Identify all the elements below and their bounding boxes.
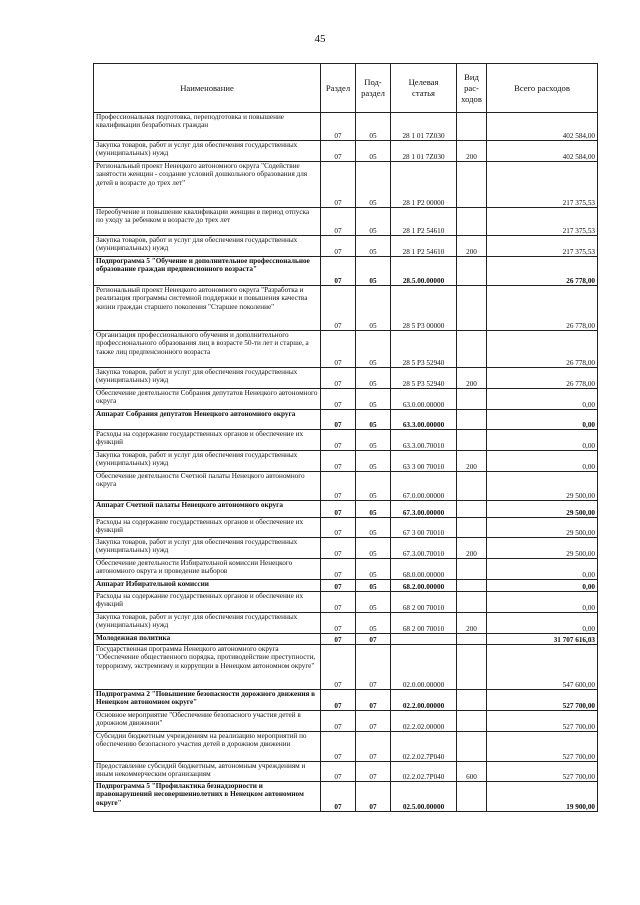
cell-target: 28 1 P2 54610: [391, 208, 457, 236]
cell-total: 547 600,00: [487, 645, 598, 690]
table-row: [94, 113, 598, 141]
cell-section: 07: [321, 501, 356, 518]
cell-total: 527 700,00: [487, 690, 598, 711]
cell-subsection: 05: [356, 472, 391, 501]
cell-expense-type: [457, 257, 487, 286]
cell-expense-type: [457, 501, 487, 518]
cell-section: 07: [321, 592, 356, 613]
cell-expense-type: 200: [457, 451, 487, 472]
cell-total: 0,00: [487, 559, 598, 580]
cell-expense-type: 200: [457, 141, 487, 162]
cell-total: 0,00: [487, 389, 598, 410]
cell-total: 217 375,53: [487, 162, 598, 208]
cell-target: 67.0.00.00000: [391, 472, 457, 501]
cell-section: 07: [321, 236, 356, 257]
header-expense-type: Вид рас- ходов: [457, 64, 487, 113]
cell-target: [391, 634, 457, 645]
table-row: [94, 762, 598, 782]
cell-total: 0,00: [487, 430, 598, 451]
cell-name: Обеспечение деятельности Собрания депутатов Ненецкого автономного округа: [94, 389, 321, 410]
cell-expense-type: 200: [457, 236, 487, 257]
cell-total: 0,00: [487, 613, 598, 634]
cell-section: 07: [321, 113, 356, 141]
header-target: Целевая статья: [391, 64, 457, 113]
cell-section: 07: [321, 634, 356, 645]
cell-section: 07: [321, 162, 356, 208]
cell-expense-type: 600: [457, 762, 487, 782]
cell-subsection: 07: [356, 732, 391, 762]
cell-name: Переобучение и повышение квалификации женщин в период отпуска по уходу за ребенком в возрасте до трех лет: [94, 208, 321, 236]
cell-expense-type: [457, 162, 487, 208]
header-section: Раздел: [321, 64, 356, 113]
cell-expense-type: 200: [457, 613, 487, 634]
table-row: [94, 141, 598, 162]
cell-name: Обеспечение деятельности Избирательной комиссии Ненецкого автономного округа и проведение выборов: [94, 559, 321, 580]
cell-target: 28.5.00.00000: [391, 257, 457, 286]
cell-section: 07: [321, 580, 356, 592]
cell-expense-type: [457, 711, 487, 732]
cell-target: 02.2.02.00000: [391, 711, 457, 732]
cell-section: 07: [321, 538, 356, 559]
cell-section: 07: [321, 732, 356, 762]
cell-target: 63.3.00.00000: [391, 410, 457, 430]
table-row: [94, 732, 598, 762]
cell-subsection: 05: [356, 162, 391, 208]
cell-target: 63.0.00.00000: [391, 389, 457, 410]
cell-expense-type: [457, 430, 487, 451]
cell-name: Закупка товаров, работ и услуг для обеспечения государственных (муниципальных) нужд: [94, 613, 321, 634]
cell-target: 68.0.00.00000: [391, 559, 457, 580]
table-body: [94, 113, 598, 812]
cell-target: 68.2.00.00000: [391, 580, 457, 592]
cell-target: 28 1 01 7Z030: [391, 141, 457, 162]
cell-subsection: 05: [356, 331, 391, 368]
cell-name: Закупка товаров, работ и услуг для обеспечения государственных (муниципальных) нужд: [94, 141, 321, 162]
table-row: [94, 580, 598, 592]
cell-target: 28 5 P3 52940: [391, 331, 457, 368]
cell-section: 07: [321, 451, 356, 472]
cell-subsection: 05: [356, 538, 391, 559]
cell-expense-type: 200: [457, 368, 487, 389]
table-row: [94, 410, 598, 430]
cell-subsection: 05: [356, 236, 391, 257]
cell-section: 07: [321, 141, 356, 162]
cell-subsection: 05: [356, 451, 391, 472]
cell-expense-type: [457, 286, 487, 331]
cell-section: 07: [321, 645, 356, 690]
cell-name: Основное мероприятие "Обеспечение безопасного участия детей в дорожном движении": [94, 711, 321, 732]
cell-target: 28 5 P3 00000: [391, 286, 457, 331]
cell-name: Профессиональная подготовка, переподготовка и повышение квалификации безработных граждан: [94, 113, 321, 141]
table-row: [94, 368, 598, 389]
cell-total: 527 700,00: [487, 711, 598, 732]
cell-expense-type: [457, 208, 487, 236]
cell-subsection: 05: [356, 580, 391, 592]
table-row: [94, 162, 598, 208]
cell-target: 28 1 P2 00000: [391, 162, 457, 208]
table-row: [94, 430, 598, 451]
cell-section: 07: [321, 368, 356, 389]
cell-total: 0,00: [487, 410, 598, 430]
cell-section: 07: [321, 782, 356, 812]
table-row: [94, 472, 598, 501]
header-subsection: Под- раздел: [356, 64, 391, 113]
cell-name: Государственная программа Ненецкого автономного округа "Обеспечение общественного порядка, противодействие преступности, терроризму, экстремизму и коррупции в Ненецком автономном округе": [94, 645, 321, 690]
table-row: [94, 613, 598, 634]
cell-section: 07: [321, 690, 356, 711]
cell-subsection: 05: [356, 559, 391, 580]
cell-target: 63.3.00.70010: [391, 430, 457, 451]
cell-total: 0,00: [487, 592, 598, 613]
cell-total: 29 500,00: [487, 538, 598, 559]
cell-expense-type: [457, 580, 487, 592]
cell-section: 07: [321, 257, 356, 286]
cell-total: 527 700,00: [487, 732, 598, 762]
budget-table: [93, 63, 598, 812]
cell-total: 217 375,53: [487, 208, 598, 236]
cell-name: Подпрограмма 2 "Повышение безопасности дорожного движения в Ненецком автономном округе": [94, 690, 321, 711]
table-row: [94, 634, 598, 645]
cell-expense-type: [457, 634, 487, 645]
cell-subsection: 05: [356, 113, 391, 141]
cell-target: 63 3 00 70010: [391, 451, 457, 472]
cell-target: 28 1 01 7Z030: [391, 113, 457, 141]
cell-expense-type: [457, 518, 487, 538]
cell-target: 67.3.00.00000: [391, 501, 457, 518]
cell-name: Закупка товаров, работ и услуг для обеспечения государственных (муниципальных) нужд: [94, 451, 321, 472]
cell-name: Подпрограмма 5 "Профилактика безнадзорности и правонарушений несовершеннолетних в Ненецком автономном округе": [94, 782, 321, 812]
cell-subsection: 05: [356, 368, 391, 389]
table-row: [94, 451, 598, 472]
table-row: [94, 286, 598, 331]
cell-name: Региональный проект Ненецкого автономного округа "Разработка и реализация программы системной поддержки и повышения качества жизни граждан старшего поколения "Старшее поколение": [94, 286, 321, 331]
cell-section: 07: [321, 208, 356, 236]
cell-total: 29 500,00: [487, 472, 598, 501]
cell-name: Закупка товаров, работ и услуг для обеспечения государственных (муниципальных) нужд: [94, 236, 321, 257]
cell-total: 29 500,00: [487, 501, 598, 518]
table-row: [94, 645, 598, 690]
cell-section: 07: [321, 410, 356, 430]
cell-name: Расходы на содержание государственных органов и обеспечение их функций: [94, 430, 321, 451]
cell-subsection: 05: [356, 430, 391, 451]
table-row: [94, 236, 598, 257]
cell-name: Предоставление субсидий бюджетным, автономным учреждениям и иным некоммерческим организациям: [94, 762, 321, 782]
cell-name: Закупка товаров, работ и услуг для обеспечения государственных (муниципальных) нужд: [94, 538, 321, 559]
cell-name: Расходы на содержание государственных органов и обеспечение их функций: [94, 518, 321, 538]
cell-expense-type: [457, 645, 487, 690]
cell-section: 07: [321, 389, 356, 410]
cell-subsection: 05: [356, 257, 391, 286]
cell-target: 28 5 P3 52940: [391, 368, 457, 389]
cell-target: 67 3 00 70010: [391, 518, 457, 538]
cell-total: 0,00: [487, 580, 598, 592]
cell-total: 26 778,00: [487, 257, 598, 286]
cell-name: Аппарат Собрания депутатов Ненецкого автономного округа: [94, 410, 321, 430]
cell-section: 07: [321, 286, 356, 331]
table-row: [94, 592, 598, 613]
cell-name: Закупка товаров, работ и услуг для обеспечения государственных (муниципальных) нужд: [94, 368, 321, 389]
cell-expense-type: [457, 331, 487, 368]
cell-expense-type: [457, 113, 487, 141]
cell-total: 26 778,00: [487, 368, 598, 389]
cell-target: 02.2.02.7Р040: [391, 732, 457, 762]
cell-subsection: 05: [356, 208, 391, 236]
page-number: 45: [314, 33, 326, 45]
cell-section: 07: [321, 762, 356, 782]
cell-subsection: 05: [356, 592, 391, 613]
cell-subsection: 07: [356, 690, 391, 711]
cell-subsection: 07: [356, 762, 391, 782]
cell-expense-type: [457, 690, 487, 711]
table-row: [94, 518, 598, 538]
cell-name: Расходы на содержание государственных органов и обеспечение их функций: [94, 592, 321, 613]
cell-name: Аппарат Избирательной комиссии: [94, 580, 321, 592]
cell-expense-type: [457, 732, 487, 762]
cell-total: 31 707 616,03: [487, 634, 598, 645]
cell-subsection: 05: [356, 501, 391, 518]
cell-section: 07: [321, 559, 356, 580]
cell-name: Молодежная политика: [94, 634, 321, 645]
cell-subsection: 07: [356, 645, 391, 690]
header-name: Наименование: [94, 64, 321, 113]
cell-subsection: 05: [356, 410, 391, 430]
table-row: [94, 538, 598, 559]
table-row: [94, 208, 598, 236]
table-row: [94, 389, 598, 410]
cell-target: 28 1 P2 54610: [391, 236, 457, 257]
cell-expense-type: [457, 782, 487, 812]
header-total: Всего расходов: [487, 64, 598, 113]
cell-target: 67.3.00.70010: [391, 538, 457, 559]
cell-target: 68 2 00 70010: [391, 592, 457, 613]
table-row: [94, 711, 598, 732]
cell-expense-type: [457, 559, 487, 580]
table-header: [94, 64, 598, 113]
table-row: [94, 501, 598, 518]
cell-name: Региональный проект Ненецкого автономного округа "Содействие занятости женщин - создание условий дошкольного образования для детей в возрасте до трех лет": [94, 162, 321, 208]
cell-total: 29 500,00: [487, 518, 598, 538]
cell-target: 68 2 00 70010: [391, 613, 457, 634]
cell-name: Обеспечение деятельности Счетной палаты Ненецкого автономного округа: [94, 472, 321, 501]
table-row: [94, 331, 598, 368]
cell-total: 26 778,00: [487, 286, 598, 331]
cell-total: 0,00: [487, 451, 598, 472]
cell-section: 07: [321, 518, 356, 538]
cell-subsection: 07: [356, 711, 391, 732]
cell-target: 02.2.02.7Р040: [391, 762, 457, 782]
cell-total: 26 778,00: [487, 331, 598, 368]
cell-subsection: 07: [356, 782, 391, 812]
table-row: [94, 782, 598, 812]
cell-target: 02.5.00.00000: [391, 782, 457, 812]
cell-expense-type: [457, 389, 487, 410]
cell-total: 402 584,00: [487, 113, 598, 141]
cell-subsection: 05: [356, 286, 391, 331]
cell-section: 07: [321, 711, 356, 732]
cell-target: 02.2.00.00000: [391, 690, 457, 711]
cell-total: 402 584,00: [487, 141, 598, 162]
cell-total: 19 900,00: [487, 782, 598, 812]
cell-total: 527 700,00: [487, 762, 598, 782]
cell-subsection: 05: [356, 141, 391, 162]
cell-expense-type: [457, 472, 487, 501]
cell-subsection: 07: [356, 634, 391, 645]
cell-section: 07: [321, 472, 356, 501]
table-row: [94, 690, 598, 711]
cell-name: Аппарат Счетной палаты Ненецкого автономного округа: [94, 501, 321, 518]
table-row: [94, 257, 598, 286]
cell-section: 07: [321, 430, 356, 451]
cell-name: Подпрограмма 5 "Обучение и дополнительное профессиональное образование граждан предпенсионного возраста": [94, 257, 321, 286]
cell-total: 217 375,53: [487, 236, 598, 257]
table-row: [94, 559, 598, 580]
cell-expense-type: [457, 410, 487, 430]
cell-subsection: 05: [356, 518, 391, 538]
cell-target: 02.0.00.00000: [391, 645, 457, 690]
cell-expense-type: 200: [457, 538, 487, 559]
cell-name: Субсидии бюджетным учреждениям на реализацию мероприятий по обеспечению безопасного участия детей в дорожном движении: [94, 732, 321, 762]
cell-section: 07: [321, 331, 356, 368]
cell-subsection: 05: [356, 389, 391, 410]
cell-expense-type: [457, 592, 487, 613]
cell-section: 07: [321, 613, 356, 634]
cell-subsection: 05: [356, 613, 391, 634]
cell-name: Организация профессионального обучения и дополнительного профессионального образования лиц в возрасте 50-ти лет и старше, а также лиц предпенсионного возраста: [94, 331, 321, 368]
